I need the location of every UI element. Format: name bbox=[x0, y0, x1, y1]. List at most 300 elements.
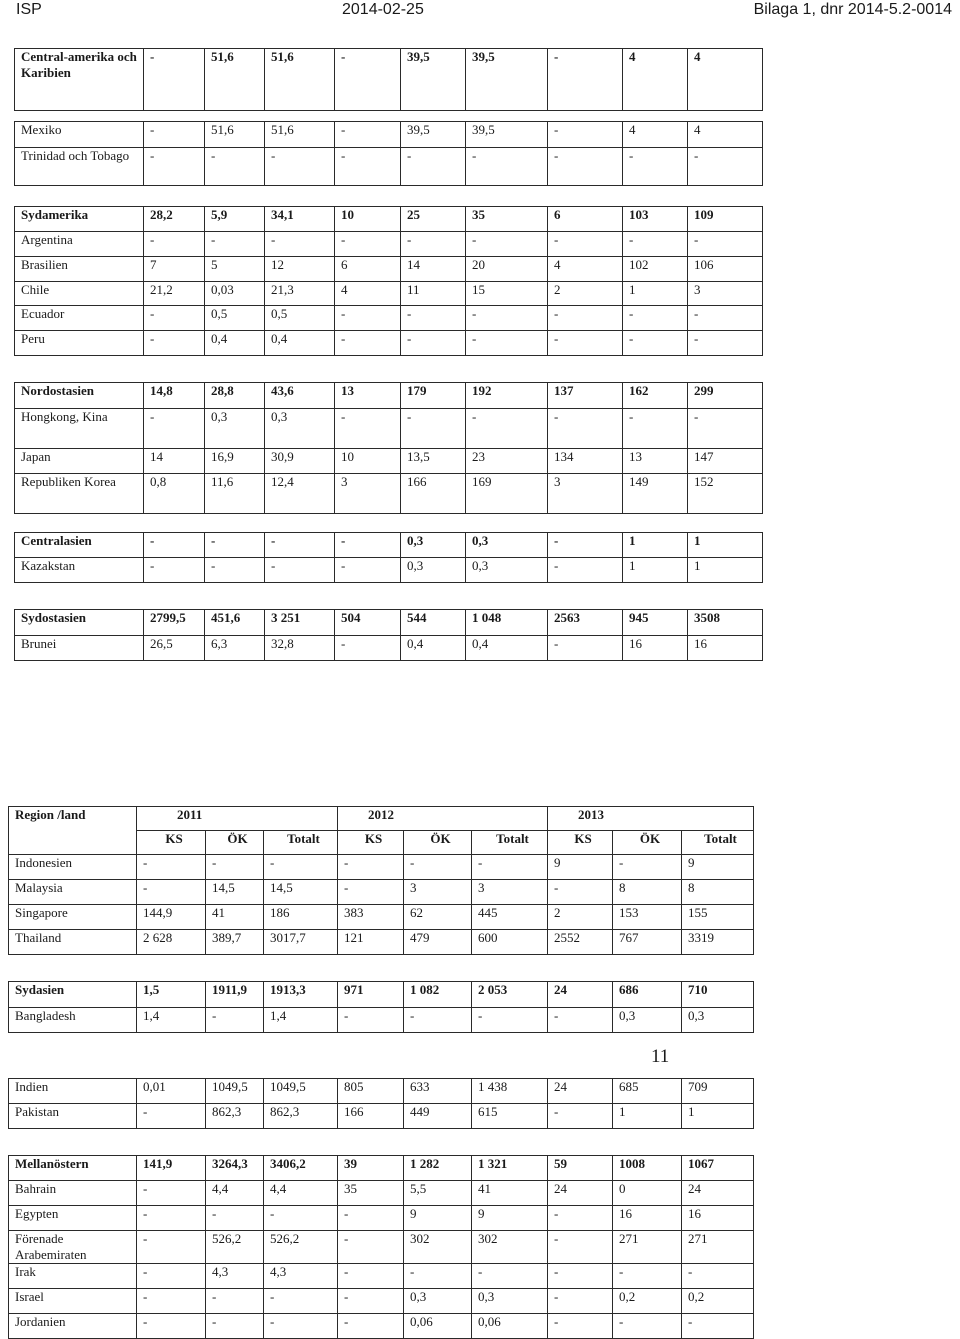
value-cell: 389,7 bbox=[206, 930, 264, 955]
value-cell: 51,6 bbox=[205, 49, 265, 111]
value-cell: 30,9 bbox=[265, 449, 335, 474]
value-cell: - bbox=[144, 232, 205, 257]
table-row bbox=[9, 1156, 754, 1181]
value-cell: 41 bbox=[206, 905, 264, 930]
value-cell: 451,6 bbox=[205, 610, 265, 636]
value-cell: 1 bbox=[613, 1104, 682, 1129]
value-cell: 2563 bbox=[548, 610, 623, 636]
value-cell: - bbox=[335, 148, 401, 186]
value-cell: - bbox=[338, 1206, 404, 1231]
spacer-cell bbox=[15, 583, 763, 610]
value-cell: - bbox=[548, 533, 623, 558]
value-cell: - bbox=[472, 1008, 548, 1033]
value-cell: 4,3 bbox=[264, 1264, 338, 1289]
value-cell: 16 bbox=[623, 636, 688, 661]
spacer-cell bbox=[15, 111, 763, 122]
region-header: Region /land bbox=[9, 807, 137, 855]
value-cell: - bbox=[688, 148, 763, 186]
value-cell: 302 bbox=[472, 1231, 548, 1264]
value-cell: 0,4 bbox=[401, 636, 466, 661]
value-cell: 0,03 bbox=[205, 282, 265, 306]
value-cell: 504 bbox=[335, 610, 401, 636]
value-cell: - bbox=[401, 331, 466, 356]
table-spacer bbox=[15, 356, 763, 383]
region-cell: Sydamerika bbox=[15, 207, 144, 232]
value-cell: 0,3 bbox=[466, 558, 548, 583]
value-cell: - bbox=[688, 331, 763, 356]
value-cell: 8 bbox=[613, 880, 682, 905]
region-cell: Förenade Arabemiraten bbox=[9, 1231, 137, 1264]
region-cell: Singapore bbox=[9, 905, 137, 930]
value-cell: 9 bbox=[682, 855, 754, 880]
value-cell: 1,4 bbox=[137, 1008, 206, 1033]
value-cell: - bbox=[338, 1314, 404, 1339]
value-cell: 24 bbox=[548, 982, 613, 1008]
value-cell: 0,3 bbox=[265, 409, 335, 449]
value-cell: 0,4 bbox=[265, 331, 335, 356]
value-cell: 6,3 bbox=[205, 636, 265, 661]
region-cell: Hongkong, Kina bbox=[15, 409, 144, 449]
value-cell: - bbox=[137, 1264, 206, 1289]
value-cell: 0,3 bbox=[613, 1008, 682, 1033]
value-cell: 121 bbox=[338, 930, 404, 955]
value-cell: 0,3 bbox=[401, 558, 466, 583]
table-row bbox=[15, 232, 763, 257]
value-cell: 39,5 bbox=[466, 49, 548, 111]
value-cell: 144,9 bbox=[137, 905, 206, 930]
value-cell: 186 bbox=[264, 905, 338, 930]
value-cell: 51,6 bbox=[265, 49, 335, 111]
table-spacer bbox=[9, 955, 754, 982]
region-cell: Irak bbox=[9, 1264, 137, 1289]
table-spacer bbox=[15, 111, 763, 122]
value-cell: 0,5 bbox=[205, 306, 265, 331]
value-cell: 12,4 bbox=[265, 474, 335, 514]
value-cell: 3 251 bbox=[265, 610, 335, 636]
value-cell: - bbox=[688, 232, 763, 257]
value-cell: - bbox=[613, 855, 682, 880]
region-cell: Bangladesh bbox=[9, 1008, 137, 1033]
table-row bbox=[15, 636, 763, 661]
table-row bbox=[9, 1008, 754, 1033]
value-cell: - bbox=[206, 1289, 264, 1314]
value-cell: 9 bbox=[472, 1206, 548, 1231]
value-cell: 2552 bbox=[548, 930, 613, 955]
value-cell: 971 bbox=[338, 982, 404, 1008]
value-cell: 24 bbox=[682, 1181, 754, 1206]
value-cell: 25 bbox=[401, 207, 466, 232]
value-cell: 0,3 bbox=[404, 1289, 472, 1314]
value-cell: - bbox=[137, 1289, 206, 1314]
spacer-cell bbox=[15, 186, 763, 207]
value-cell: 166 bbox=[338, 1104, 404, 1129]
header-left: ISP bbox=[16, 1, 42, 18]
region-cell: Brunei bbox=[15, 636, 144, 661]
table-row bbox=[15, 49, 763, 111]
value-cell: 1,5 bbox=[137, 982, 206, 1008]
value-cell: 162 bbox=[623, 383, 688, 409]
value-cell: 9 bbox=[548, 855, 613, 880]
value-cell: 62 bbox=[404, 905, 472, 930]
region-cell: Indonesien bbox=[9, 855, 137, 880]
value-cell: 0,3 bbox=[466, 533, 548, 558]
region-cell: Peru bbox=[15, 331, 144, 356]
value-cell: 1 bbox=[623, 282, 688, 306]
spacer-cell bbox=[15, 514, 763, 533]
value-cell: - bbox=[466, 331, 548, 356]
value-cell: 862,3 bbox=[206, 1104, 264, 1129]
value-cell: - bbox=[265, 232, 335, 257]
table-spacer bbox=[9, 1129, 754, 1156]
value-cell: - bbox=[404, 855, 472, 880]
value-cell: 16,9 bbox=[205, 449, 265, 474]
region-cell: Jordanien bbox=[9, 1314, 137, 1339]
value-cell: 152 bbox=[688, 474, 763, 514]
value-cell: - bbox=[472, 855, 548, 880]
value-cell: - bbox=[548, 122, 623, 148]
value-cell: 141,9 bbox=[137, 1156, 206, 1181]
table-row bbox=[9, 1289, 754, 1314]
column-header: KS bbox=[548, 831, 613, 855]
value-cell: 8 bbox=[682, 880, 754, 905]
value-cell: 192 bbox=[466, 383, 548, 409]
value-cell: - bbox=[548, 306, 623, 331]
value-cell: 5,5 bbox=[404, 1181, 472, 1206]
value-cell: 147 bbox=[688, 449, 763, 474]
value-cell: - bbox=[144, 306, 205, 331]
value-cell: 302 bbox=[404, 1231, 472, 1264]
value-cell: 3 bbox=[335, 474, 401, 514]
value-cell: - bbox=[335, 409, 401, 449]
value-cell: 0,3 bbox=[205, 409, 265, 449]
value-cell: 0,06 bbox=[404, 1314, 472, 1339]
value-cell: 34,1 bbox=[265, 207, 335, 232]
spacer-cell bbox=[15, 356, 763, 383]
value-cell: - bbox=[548, 1264, 613, 1289]
value-cell: 945 bbox=[623, 610, 688, 636]
value-cell: - bbox=[137, 855, 206, 880]
value-cell: - bbox=[144, 558, 205, 583]
value-cell: 153 bbox=[613, 905, 682, 930]
value-cell: 3 bbox=[404, 880, 472, 905]
table-row bbox=[9, 905, 754, 930]
table-spacer bbox=[15, 514, 763, 533]
statistics-table-2 bbox=[8, 806, 754, 1339]
value-cell: - bbox=[623, 331, 688, 356]
value-cell: - bbox=[623, 409, 688, 449]
value-cell: 137 bbox=[548, 383, 623, 409]
value-cell: - bbox=[144, 533, 205, 558]
value-cell: 103 bbox=[623, 207, 688, 232]
value-cell: 14,5 bbox=[206, 880, 264, 905]
year-header-row bbox=[9, 807, 754, 831]
value-cell: 16 bbox=[613, 1206, 682, 1231]
value-cell: 169 bbox=[466, 474, 548, 514]
value-cell: 16 bbox=[682, 1206, 754, 1231]
region-cell: Bahrain bbox=[9, 1181, 137, 1206]
value-cell: 709 bbox=[682, 1079, 754, 1104]
value-cell: 271 bbox=[613, 1231, 682, 1264]
table-row bbox=[15, 306, 763, 331]
value-cell: 805 bbox=[338, 1079, 404, 1104]
value-cell: - bbox=[548, 1008, 613, 1033]
value-cell: 383 bbox=[338, 905, 404, 930]
region-cell: Egypten bbox=[9, 1206, 137, 1231]
region-cell: Mexiko bbox=[15, 122, 144, 148]
value-cell: 39,5 bbox=[401, 122, 466, 148]
value-cell: - bbox=[688, 409, 763, 449]
value-cell: 14 bbox=[401, 257, 466, 282]
value-cell: - bbox=[548, 148, 623, 186]
value-cell: 12 bbox=[265, 257, 335, 282]
value-cell: 10 bbox=[335, 207, 401, 232]
value-cell: 7 bbox=[144, 257, 205, 282]
value-cell: 526,2 bbox=[206, 1231, 264, 1264]
value-cell: - bbox=[205, 148, 265, 186]
table-row bbox=[15, 409, 763, 449]
value-cell: 3508 bbox=[688, 610, 763, 636]
value-cell: 1 bbox=[688, 533, 763, 558]
value-cell: 710 bbox=[682, 982, 754, 1008]
value-cell: 109 bbox=[688, 207, 763, 232]
value-cell: 615 bbox=[472, 1104, 548, 1129]
value-cell: 2 bbox=[548, 282, 623, 306]
region-cell: Argentina bbox=[15, 232, 144, 257]
value-cell: - bbox=[466, 232, 548, 257]
value-cell: 0,2 bbox=[613, 1289, 682, 1314]
value-cell: 1911,9 bbox=[206, 982, 264, 1008]
value-cell: - bbox=[613, 1314, 682, 1339]
value-cell: - bbox=[338, 855, 404, 880]
value-cell: - bbox=[401, 409, 466, 449]
value-cell: - bbox=[335, 122, 401, 148]
value-cell: - bbox=[548, 558, 623, 583]
value-cell: 106 bbox=[688, 257, 763, 282]
year-2011-header: 2011 bbox=[137, 807, 338, 831]
page-number: 11 bbox=[651, 1046, 670, 1067]
year-2013-header: 2013 bbox=[548, 807, 754, 831]
value-cell: 0,3 bbox=[682, 1008, 754, 1033]
table-row bbox=[15, 383, 763, 409]
value-cell: 3017,7 bbox=[264, 930, 338, 955]
value-cell: - bbox=[264, 1206, 338, 1231]
value-cell: 1067 bbox=[682, 1156, 754, 1181]
value-cell: - bbox=[338, 880, 404, 905]
value-cell: - bbox=[264, 855, 338, 880]
value-cell: 51,6 bbox=[265, 122, 335, 148]
table-row bbox=[15, 207, 763, 232]
value-cell: - bbox=[205, 558, 265, 583]
column-header: ÖK bbox=[404, 831, 472, 855]
value-cell: - bbox=[144, 122, 205, 148]
value-cell: - bbox=[137, 1206, 206, 1231]
value-cell: - bbox=[206, 855, 264, 880]
value-cell: - bbox=[548, 1231, 613, 1264]
table-spacer bbox=[9, 1033, 754, 1079]
value-cell: 0,8 bbox=[144, 474, 205, 514]
value-cell: 6 bbox=[335, 257, 401, 282]
value-cell: 0,3 bbox=[472, 1289, 548, 1314]
value-cell: - bbox=[335, 331, 401, 356]
value-cell: - bbox=[338, 1289, 404, 1314]
value-cell: 3264,3 bbox=[206, 1156, 264, 1181]
column-header: KS bbox=[338, 831, 404, 855]
region-cell: Brasilien bbox=[15, 257, 144, 282]
value-cell: - bbox=[144, 49, 205, 111]
value-cell: 14 bbox=[144, 449, 205, 474]
region-cell: Thailand bbox=[9, 930, 137, 955]
value-cell: - bbox=[404, 1008, 472, 1033]
value-cell: - bbox=[137, 1181, 206, 1206]
value-cell: - bbox=[205, 232, 265, 257]
region-cell: Sydostasien bbox=[15, 610, 144, 636]
region-cell: Centralasien bbox=[15, 533, 144, 558]
value-cell: 32,8 bbox=[265, 636, 335, 661]
region-cell: Indien bbox=[9, 1079, 137, 1104]
value-cell: 1 438 bbox=[472, 1079, 548, 1104]
value-cell: 26,5 bbox=[144, 636, 205, 661]
value-cell: 6 bbox=[548, 207, 623, 232]
value-cell: 526,2 bbox=[264, 1231, 338, 1264]
table-row bbox=[15, 449, 763, 474]
column-header: Totalt bbox=[682, 831, 754, 855]
value-cell: 102 bbox=[623, 257, 688, 282]
value-cell: 149 bbox=[623, 474, 688, 514]
value-cell: 767 bbox=[613, 930, 682, 955]
value-cell: 39 bbox=[338, 1156, 404, 1181]
table-row bbox=[9, 1206, 754, 1231]
value-cell: - bbox=[682, 1314, 754, 1339]
value-cell: 1 bbox=[623, 558, 688, 583]
value-cell: 179 bbox=[401, 383, 466, 409]
value-cell: 685 bbox=[613, 1079, 682, 1104]
value-cell: - bbox=[335, 533, 401, 558]
value-cell: - bbox=[338, 1231, 404, 1264]
statistics-table-1 bbox=[14, 48, 763, 661]
region-cell: Central-amerika och Karibien bbox=[15, 49, 144, 111]
header-reference: Bilaga 1, dnr 2014-5.2-0014 bbox=[753, 1, 952, 18]
value-cell: 3406,2 bbox=[264, 1156, 338, 1181]
table-row bbox=[9, 855, 754, 880]
header-date: 2014-02-25 bbox=[342, 1, 424, 18]
value-cell: 13 bbox=[335, 383, 401, 409]
value-cell: - bbox=[335, 306, 401, 331]
value-cell: 16 bbox=[688, 636, 763, 661]
value-cell: 59 bbox=[548, 1156, 613, 1181]
value-cell: - bbox=[335, 558, 401, 583]
value-cell: 0 bbox=[613, 1181, 682, 1206]
value-cell: - bbox=[401, 148, 466, 186]
region-cell: Republiken Korea bbox=[15, 474, 144, 514]
value-cell: 600 bbox=[472, 930, 548, 955]
table-row bbox=[15, 533, 763, 558]
region-cell: Israel bbox=[9, 1289, 137, 1314]
value-cell: 449 bbox=[404, 1104, 472, 1129]
value-cell: - bbox=[137, 1104, 206, 1129]
value-cell: 862,3 bbox=[264, 1104, 338, 1129]
value-cell: 11,6 bbox=[205, 474, 265, 514]
value-cell: 271 bbox=[682, 1231, 754, 1264]
value-cell: 1 282 bbox=[404, 1156, 472, 1181]
region-cell: Kazakstan bbox=[15, 558, 144, 583]
value-cell: 1 048 bbox=[466, 610, 548, 636]
value-cell: - bbox=[401, 232, 466, 257]
value-cell: 4 bbox=[688, 122, 763, 148]
value-cell: - bbox=[623, 148, 688, 186]
value-cell: - bbox=[206, 1314, 264, 1339]
table-row bbox=[9, 982, 754, 1008]
value-cell: - bbox=[548, 636, 623, 661]
table-row bbox=[15, 558, 763, 583]
value-cell: - bbox=[466, 306, 548, 331]
value-cell: - bbox=[144, 331, 205, 356]
value-cell: 0,06 bbox=[472, 1314, 548, 1339]
value-cell: - bbox=[466, 148, 548, 186]
value-cell: 9 bbox=[404, 1206, 472, 1231]
value-cell: - bbox=[335, 232, 401, 257]
value-cell: - bbox=[548, 1314, 613, 1339]
table-row bbox=[9, 930, 754, 955]
value-cell: - bbox=[548, 331, 623, 356]
value-cell: 1 082 bbox=[404, 982, 472, 1008]
value-cell: 35 bbox=[338, 1181, 404, 1206]
value-cell: - bbox=[548, 880, 613, 905]
value-cell: - bbox=[144, 148, 205, 186]
value-cell: 0,5 bbox=[265, 306, 335, 331]
region-cell: Nordostasien bbox=[15, 383, 144, 409]
value-cell: - bbox=[137, 1231, 206, 1264]
table-row bbox=[9, 880, 754, 905]
table-row bbox=[9, 1314, 754, 1339]
value-cell: 299 bbox=[688, 383, 763, 409]
column-header: Totalt bbox=[264, 831, 338, 855]
value-cell: - bbox=[264, 1289, 338, 1314]
table-row bbox=[15, 282, 763, 306]
value-cell: - bbox=[137, 1314, 206, 1339]
value-cell: 0,2 bbox=[682, 1289, 754, 1314]
value-cell: - bbox=[548, 49, 623, 111]
value-cell: 24 bbox=[548, 1079, 613, 1104]
table-spacer bbox=[15, 583, 763, 610]
value-cell: 1913,3 bbox=[264, 982, 338, 1008]
table-row bbox=[9, 1231, 754, 1264]
value-cell: 11 bbox=[401, 282, 466, 306]
value-cell: - bbox=[205, 533, 265, 558]
value-cell: 4 bbox=[688, 49, 763, 111]
value-cell: - bbox=[548, 232, 623, 257]
value-cell: 633 bbox=[404, 1079, 472, 1104]
value-cell: 166 bbox=[401, 474, 466, 514]
value-cell: 51,6 bbox=[205, 122, 265, 148]
value-cell: - bbox=[144, 409, 205, 449]
column-header: Totalt bbox=[472, 831, 548, 855]
table-row bbox=[15, 474, 763, 514]
table-row bbox=[9, 1181, 754, 1206]
column-header: KS bbox=[137, 831, 206, 855]
value-cell: 5 bbox=[205, 257, 265, 282]
value-cell: 1049,5 bbox=[264, 1079, 338, 1104]
value-cell: 3319 bbox=[682, 930, 754, 955]
value-cell: 5,9 bbox=[205, 207, 265, 232]
spacer-cell bbox=[9, 1033, 754, 1079]
value-cell: 4 bbox=[623, 49, 688, 111]
table-row bbox=[15, 331, 763, 356]
value-cell: 686 bbox=[613, 982, 682, 1008]
value-cell: 41 bbox=[472, 1181, 548, 1206]
value-cell: 13 bbox=[623, 449, 688, 474]
value-cell: 1 321 bbox=[472, 1156, 548, 1181]
table-row bbox=[15, 257, 763, 282]
